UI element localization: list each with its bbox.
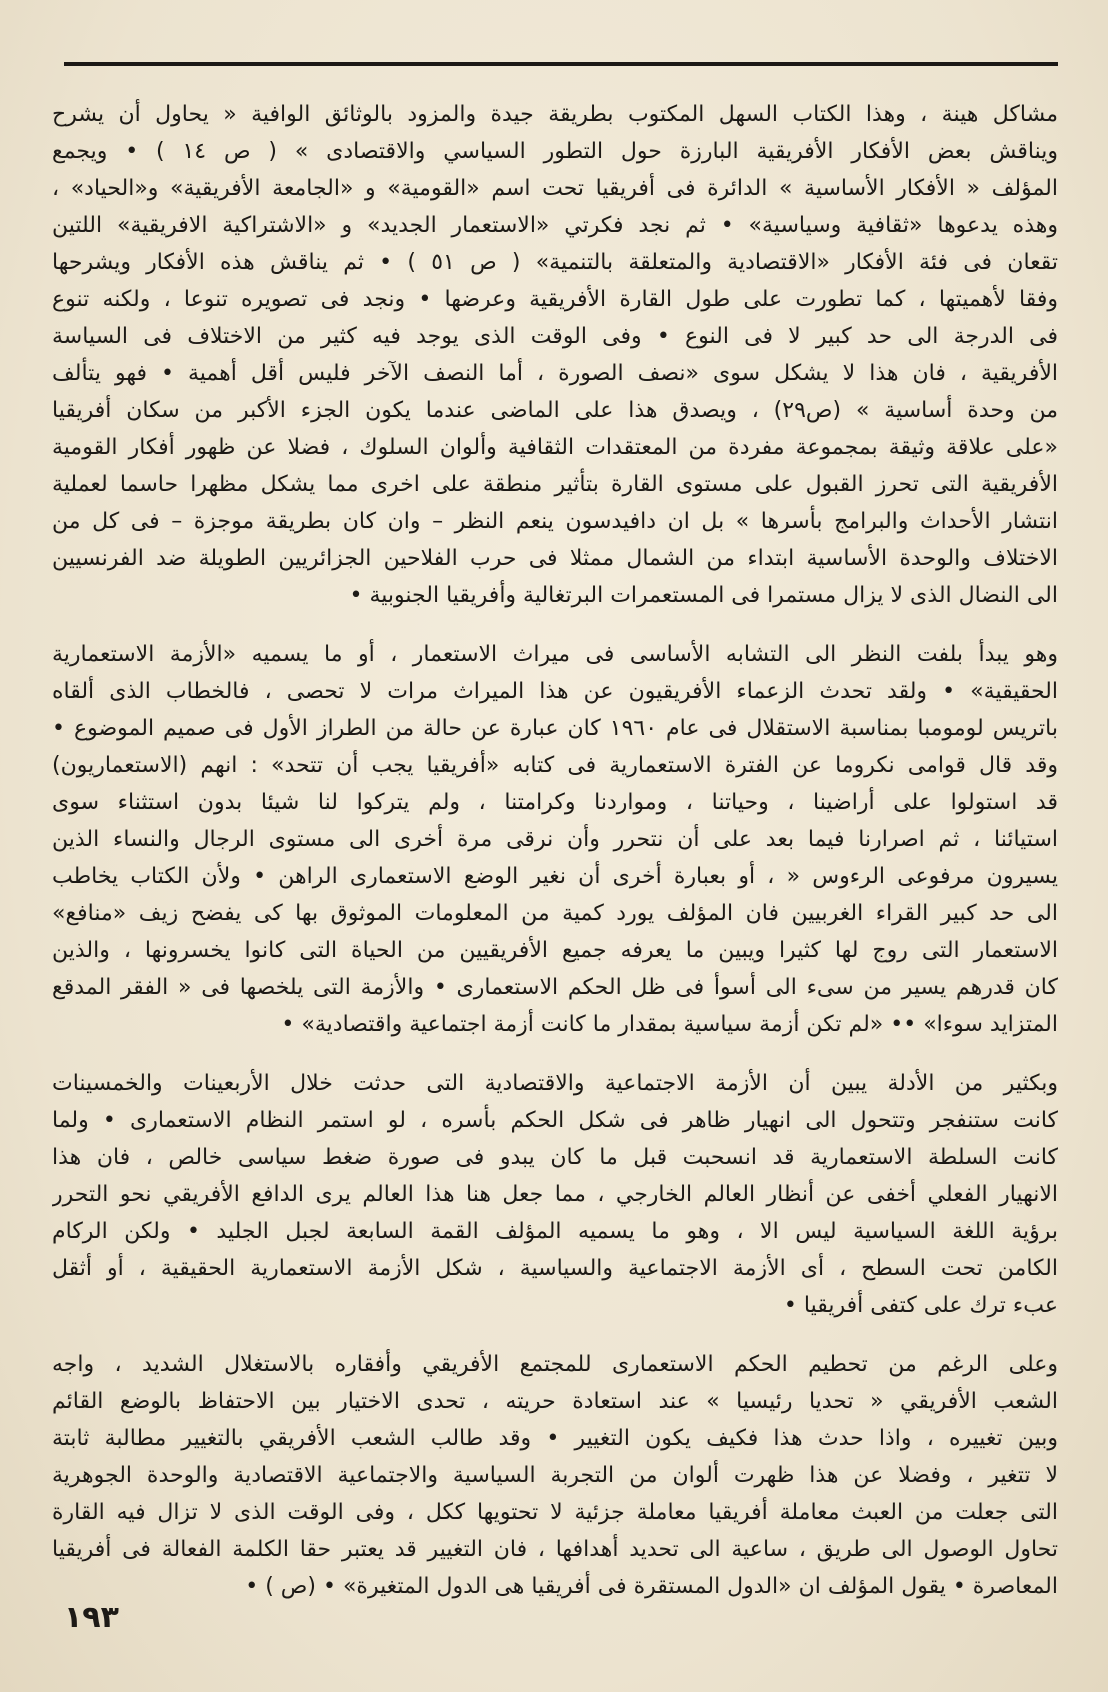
paragraph-3 xyxy=(52,1065,1058,1324)
text-line: من وحدة أساسية » (ص٢٩) ، ويصدق هذا على الماضى عندما يكون الجزء الأكبر من سكان أفريقيا xyxy=(52,398,1058,423)
paragraph-4 xyxy=(52,1346,1058,1605)
text-line: وفقا لأهميتها ، كما تطورت على طول القارة الأفريقية وعرضها • ونجد فى تصويره تنوعا ، ولكنه تنوع xyxy=(52,287,1058,312)
text-line: برؤية اللغة السياسية ليس الا ، وهو ما يسميه المؤلف القمة السابعة لجبل الجليد • ولكن الركام xyxy=(52,1219,1058,1244)
text-line: لا تتغير ، وفضلا عن هذا ظهرت ألوان من التجربة السياسية والاجتماعية الاقتصادية والوحدة الجوهرية xyxy=(52,1463,1058,1488)
text-line: وهذه يدعوها «ثقافية وسياسية» • ثم نجد فكرتي «الاستعمار الجديد» و «الاشتراكية الافريقية» اللتين xyxy=(52,213,1058,238)
text-line: ويناقش بعض الأفكار الأفريقية البارزة حول التطور السياسي والاقتصادى » ( ص ١٤ ) • ويجمع xyxy=(52,139,1058,164)
paragraph-2 xyxy=(52,636,1058,1043)
text-line: «على علاقة وثيقة بمجموعة مفردة من المعتقدات الثقافية وألوان السلوك ، فضلا عن ظهور أفكار القومية xyxy=(52,435,1058,460)
text-line: تقعان فى فئة الأفكار «الاقتصادية والمتعلقة بالتنمية» ( ص ٥١ ) • ثم يناقش هذه الأفكار ويشرحها xyxy=(52,250,1058,275)
text-line: فى الدرجة الى حد كبير لا فى النوع • وفى الوقت الذى يوجد فيه كثير من الاختلاف فى السياسة xyxy=(52,324,1058,349)
text-line: المعاصرة • يقول المؤلف ان «الدول المستقرة فى أفريقيا هى الدول المتغيرة» • (ص ) • xyxy=(245,1574,1058,1599)
text-line: يسيرون مرفوعى الرءوس « ، أو بعبارة أخرى أن نغير الوضع الاستعمارى الراهن • ولأن الكتاب يخاطب xyxy=(52,864,1058,889)
header-rule xyxy=(64,62,1058,66)
text-line: الى النضال الذى لا يزال مستمرا فى المستعمرات البرتغالية وأفريقيا الجنوبية • xyxy=(349,583,1058,608)
text-line: كان قدرهم يسير من سىء الى أسوأ فى ظل الحكم الاستعمارى • والأزمة التى يلخصها فى « الفقر المدقع xyxy=(52,975,1058,1000)
text-line: المتزايد سوءا» •• «لم تكن أزمة سياسية بمقدار ما كانت أزمة اجتماعية واقتصادية» • xyxy=(281,1012,1058,1037)
text-line: الكامن تحت السطح ، أى الأزمة الاجتماعية والسياسية ، شكل الأزمة الاستعمارية الحقيقية ، أو أثقل xyxy=(52,1256,1058,1281)
text-line: وبين تغييره ، واذا حدث هذا فكيف يكون التغيير • وقد طالب الشعب الأفريقي بالتغيير مطالبة ثابتة xyxy=(52,1426,1058,1451)
text-line: كانت ستنفجر وتتحول الى انهيار ظاهر فى شكل الحكم بأسره ، لو استمر النظام الاستعمارى • ولما xyxy=(52,1108,1058,1133)
text-line: كانت السلطة الاستعمارية قد انسحبت قبل ما كان يبدو فى صورة ضغط سياسى خالص ، فان هذا xyxy=(52,1145,1058,1170)
text-line: وبكثير من الأدلة يبين أن الأزمة الاجتماعية والاقتصادية التى حدثت خلال الأربعينات والخمسينات xyxy=(52,1071,1058,1096)
body-text xyxy=(52,96,1058,1605)
text-line: الحقيقية» • ولقد تحدث الزعماء الأفريقيون عن هذا الميراث مرات لا تحصى ، فالخطاب الذى ألقاه xyxy=(52,679,1058,704)
text-line: المؤلف « الأفكار الأساسية » الدائرة فى أفريقيا تحت اسم «القومية» و «الجامعة الأفريقية» و«الحياد» ، xyxy=(52,176,1058,201)
text-line: التى جعلت من العبث معاملة أفريقيا معاملة جزئية لا تحتويها ككل ، وفى الوقت الذى لا تزال فيه القارة xyxy=(52,1500,1058,1525)
text-line: الأفريقية التى تحرز القبول على مستوى القارة بتأثير منطقة على اخرى مما يشكل مظهرا حاسما لعملية xyxy=(52,472,1058,497)
text-line: الشعب الأفريقي « تحديا رئيسيا » عند استعادة حريته ، تحدى الاختيار بين الاحتفاظ بالوضع القائم xyxy=(52,1389,1058,1414)
text-line: تحاول الوصول الى طريق ، ساعية الى تحديد أهدافها ، فان التغيير قد يعتبر حقا الكلمة الفعالة فى أفريقيا xyxy=(52,1537,1058,1562)
text-line: انتشار الأحداث والبرامج بأسرها » بل ان دافيدسون ينعم النظر – وان كان بطريقة موجزة – فى كل من xyxy=(52,509,1058,534)
text-line: مشاكل هينة ، وهذا الكتاب السهل المكتوب بطريقة جيدة والمزود بالوثائق الوافية « يحاول أن يشرح xyxy=(52,102,1058,127)
text-line: باتريس لومومبا بمناسبة الاستقلال فى عام ١٩٦٠ كان عبارة عن حالة من الطراز الأول فى صميم الموضوع • xyxy=(52,716,1058,741)
paragraph-1 xyxy=(52,96,1058,614)
text-line: الأفريقية ، فان هذا لا يشكل سوى «نصف الصورة ، أما النصف الآخر فليس أقل أهمية • فهو يتألف xyxy=(52,361,1058,386)
text-line: الاستعمار التى روج لها كثيرا ويبين ما يعرفه جميع الأفريقيين من الحياة التى كانوا يخسرونها ، والذين xyxy=(52,938,1058,963)
text-line: الى حد كبير القراء الغربيين فان المؤلف يورد كمية من المعلومات الموثوق بها كى يفضح زيف «منافع» xyxy=(52,901,1058,926)
text-line: وعلى الرغم من تحطيم الحكم الاستعمارى للمجتمع الأفريقي وأفقاره بالاستغلال الشديد ، واجه xyxy=(52,1352,1058,1377)
text-line: الاختلاف والوحدة الأساسية ابتداء من الشمال ممثلا فى حرب الفلاحين الجزائريين الطويلة ضد الفرنسيين xyxy=(52,546,1058,571)
text-line: عبء ترك على كتفى أفريقيا • xyxy=(783,1293,1058,1318)
page-number: ١٩٣ xyxy=(64,1600,119,1635)
text-line: استيائنا ، ثم اصرارنا فيما بعد على أن نتحرر وأن نرقى مرة أخرى الى مستوى الرجال والنساء الذين xyxy=(52,827,1058,852)
text-line: قد استولوا على أراضينا ، وحياتنا ، ومواردنا وكرامتنا ، ولم يتركوا لنا شيئا بدون استثناء سوى xyxy=(52,790,1058,815)
text-line: الانهيار الفعلي أخفى عن أنظار العالم الخارجي ، مما جعل هنا هذا العالم يرى الدافع الأفريقي نحو التحرر xyxy=(52,1182,1058,1207)
text-line: وهو يبدأ بلفت النظر الى التشابه الأساسى فى ميراث الاستعمار ، أو ما يسميه «الأزمة الاستعمارية xyxy=(52,642,1058,667)
text-line: وقد قال قوامى نكروما عن الفترة الاستعمارية فى كتابه «أفريقيا يجب أن تتحد» : انهم (الاستعماريون) xyxy=(52,753,1058,778)
